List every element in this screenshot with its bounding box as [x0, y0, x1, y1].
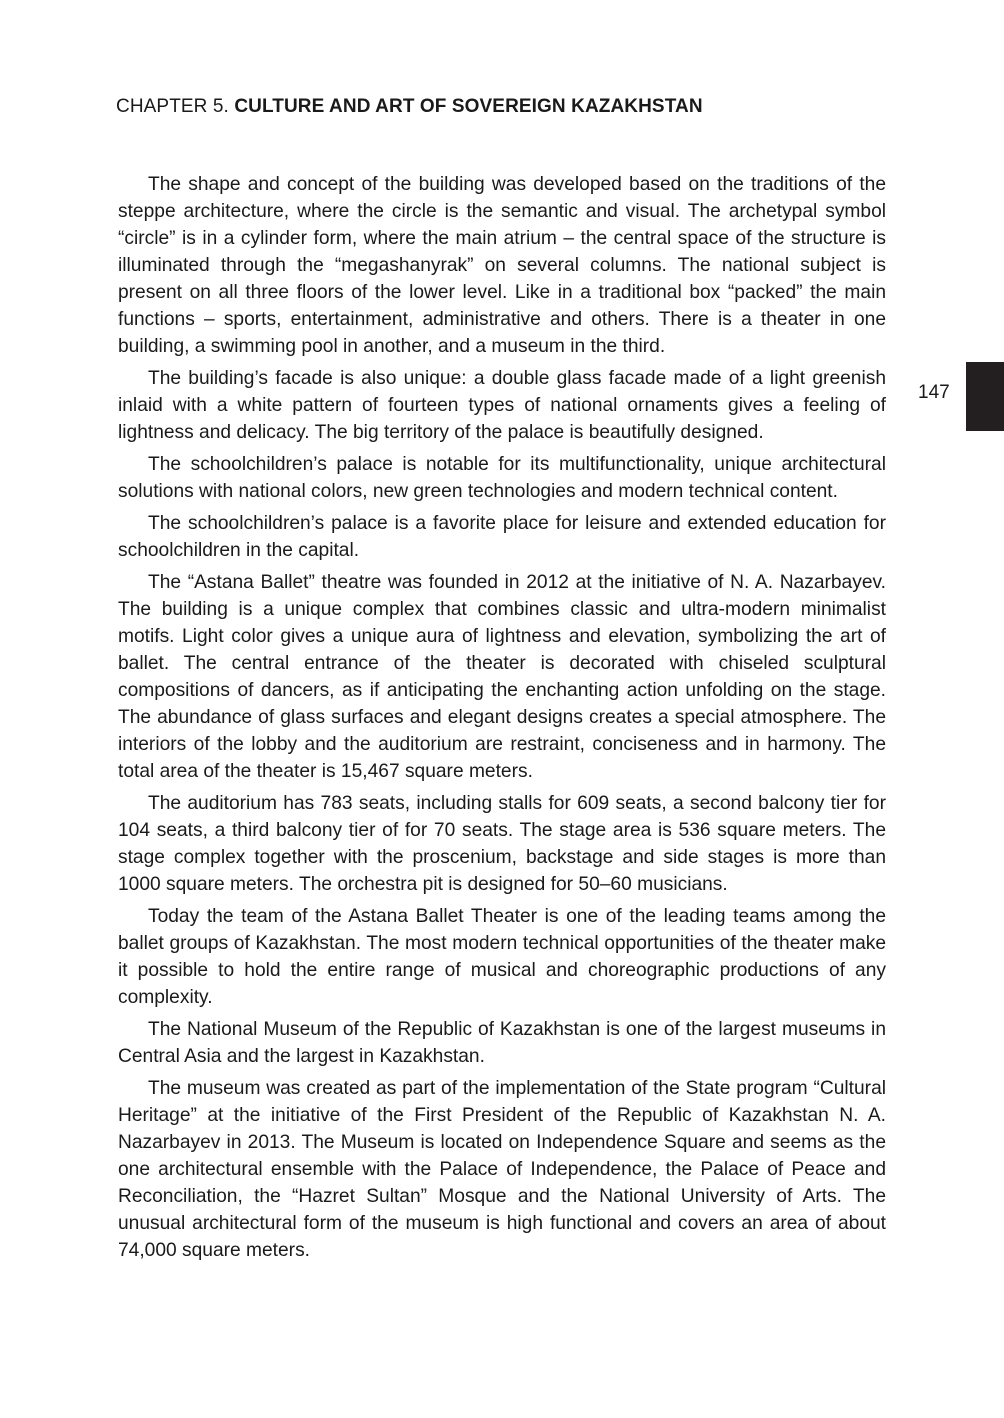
chapter-label: CHAPTER 5.: [116, 96, 229, 117]
paragraph: The shape and concept of the building was developed based on the traditions of the steppe architecture, where the circle is the semantic and visual. The archetypal symbol “circle” is in a cylinder form, where the main atrium – the central space of the structure is illuminated through the “megashanyrak” on several columns. The national subject is present on all three floors of the lower level. Like in a traditional box “packed” the main functions – sports, entertainment, administrative and others. There is a theater in one building, a swimming pool in another, and a museum in the third.: [118, 174, 886, 357]
paragraph: The “Astana Ballet” theatre was founded in 2012 at the initiative of N. A. Nazarbayev. The building is a unique complex that combines classic and ultra-modern minimalist motifs. Light color gives a unique aura of lightness and elevation, symbolizing the art of ballet. The central entrance of the theater is decorated with chiseled sculptural compositions of dancers, as if anticipating the enchanting action unfolding on the stage. The abundance of glass surfaces and elegant designs creates a special atmosphere. The interiors of the lobby and the auditorium are restraint, conciseness and in harmony. The total area of the theater is 15,467 square meters.: [118, 572, 886, 782]
paragraph: Today the team of the Astana Ballet Theater is one of the leading teams among the ballet groups of Kazakhstan. The most modern technical opportunities of the theater make it possible to hold the entire range of musical and choreographic productions of any complexity.: [118, 906, 886, 1008]
paragraph: The building’s facade is also unique: a double glass facade made of a light greenish inlaid with a white pattern of fourteen types of national ornaments gives a feeling of lightness and delicacy. The big territory of the palace is beautifully designed.: [118, 368, 886, 443]
chapter-title: CULTURE AND ART OF SOVEREIGN KAZAKHSTAN: [234, 96, 703, 117]
chapter-thumb-tab: [966, 362, 1004, 431]
running-header: [116, 96, 703, 118]
paragraph: The National Museum of the Republic of Kazakhstan is one of the largest museums in Central Asia and the largest in Kazakhstan.: [118, 1019, 886, 1067]
paragraph: The museum was created as part of the implementation of the State program “Cultural Heritage” at the initiative of the First President of the Republic of Kazakhstan N. A. Nazarbayev in 2013. The Museum is located on Independence Square and seems as the one architectural ensemble with the Palace of Independence, the Palace of Peace and Reconciliation, the “Hazret Sultan” Mosque and the National University of Arts. The unusual architectural form of the museum is high functional and covers an area of about 74,000 square meters.: [118, 1078, 886, 1261]
body-text: [118, 171, 886, 1269]
page-number: 147: [918, 382, 950, 403]
paragraph: The schoolchildren’s palace is a favorite place for leisure and extended education for schoolchildren in the capital.: [118, 513, 886, 561]
paragraph: The auditorium has 783 seats, including stalls for 609 seats, a second balcony tier for 104 seats, a third balcony tier of for 70 seats. The stage area is 536 square meters. The stage complex together with the proscenium, backstage and side stages is more than 1000 square meters. The orchestra pit is designed for 50–60 musicians.: [118, 793, 886, 895]
paragraph: The schoolchildren’s palace is notable for its multifunctionality, unique architectural solutions with national colors, new green technologies and modern technical content.: [118, 454, 886, 502]
